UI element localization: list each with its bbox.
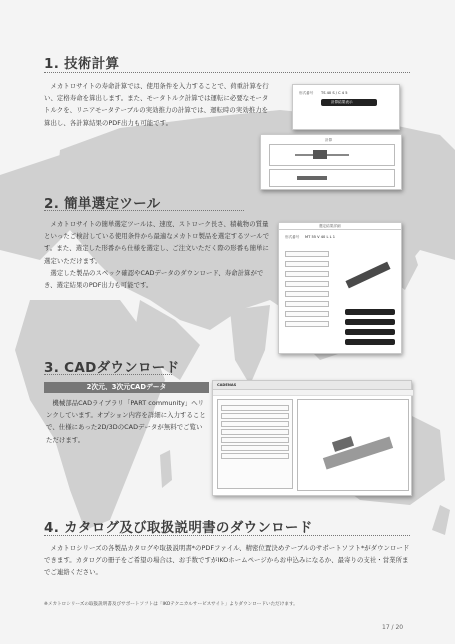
result-button <box>345 309 395 315</box>
panel-title: 計算 <box>325 138 333 142</box>
paragraph: 機械部品CADライブラリ「PART community」へリンクしています。オプション内容を詳細に入力することで、仕様にあった2D/3DのCADデータが無料でご覧いただけます。 <box>46 399 206 444</box>
selection-result-screenshot <box>278 222 402 354</box>
paragraph: メカトロサイトの寿命計算では、使用条件を入力することで、荷重計算を行い、定格寿命を算出します。また、モータトルク計算では運転に必要なモータトルクを、リニアモータテーブルの実効推力の計算では、運転時の実効推力を算出し、各計算結果のPDF出力も可能です。 <box>44 82 269 127</box>
section-divider <box>44 535 410 536</box>
section-title-catalog-download: 4. カタログ及び取扱説明書のダウンロード <box>44 520 313 536</box>
section-1-text <box>44 80 270 129</box>
result-button <box>345 319 395 325</box>
carriage-shape <box>313 150 327 159</box>
product-image <box>345 262 390 289</box>
model-value: MT 55 V 40 L L 1 <box>305 235 336 239</box>
model-label: 形式番号 <box>285 235 300 239</box>
section-divider <box>44 210 244 211</box>
calc-input-screenshot <box>292 84 400 130</box>
section-divider <box>44 72 410 73</box>
calc-panel-screenshot <box>260 134 402 190</box>
cad-download-screenshot <box>212 380 412 496</box>
section-title-cad-download: 3. CADダウンロード <box>44 360 180 376</box>
diagram-frame-2 <box>269 169 395 187</box>
model-value: TS 40 S / C 4 5 <box>321 91 348 95</box>
cad-data-label: 2次元、3次元CADデータ <box>44 382 209 393</box>
section-divider <box>44 374 172 375</box>
section-3-text <box>46 397 208 446</box>
model-label: 形式番号 <box>299 91 314 95</box>
paragraph: メカトロサイトの簡単選定ツールは、速度、ストローク長さ、積載物の質量といったご検討している使用条件から最適なメカトロ製品を選定するツールです。また、選定した形番から仕様を選定し、ご注文いただく際の形番も簡単に選定いただけます。 <box>44 220 270 265</box>
paragraph: 選定した製品のスペック確認やCADデータのダウンロード、寿命計算ができ、選定結果のPDF出力も可能です。 <box>44 268 264 290</box>
page-number: 17 / 20 <box>382 624 404 631</box>
cad-brand-logo: CADENAS <box>217 383 237 387</box>
result-button <box>345 329 395 335</box>
paragraph: メカトロシリーズの各製品カタログや取扱説明書*のPDFファイル、精密位置決めテーブルのサポートソフト*がダウンロードできます。カタログの冊子をご希望の場合は、お手数ですがIKOホームページからお申込みになるか、最寄りの支社・営業所までご連絡ください。 <box>44 544 410 577</box>
calc-result-button: 計算結果表示 <box>321 99 377 106</box>
footnote: ※メカトロシリーズの取扱説明書及びサポートソフトは「IKOテクニカルサービスサイト」よりダウンロードいただけます。 <box>44 602 298 607</box>
result-button <box>345 339 395 345</box>
section-4-text <box>44 542 414 579</box>
section-title-technical-calculation: 1. 技術計算 <box>44 56 120 72</box>
section-title-easy-selection: 2. 簡単選定ツール <box>44 196 161 212</box>
section-2-text <box>44 218 272 291</box>
result-header: 選定結果詳細 <box>319 224 341 228</box>
rail-shape-2 <box>297 176 327 180</box>
